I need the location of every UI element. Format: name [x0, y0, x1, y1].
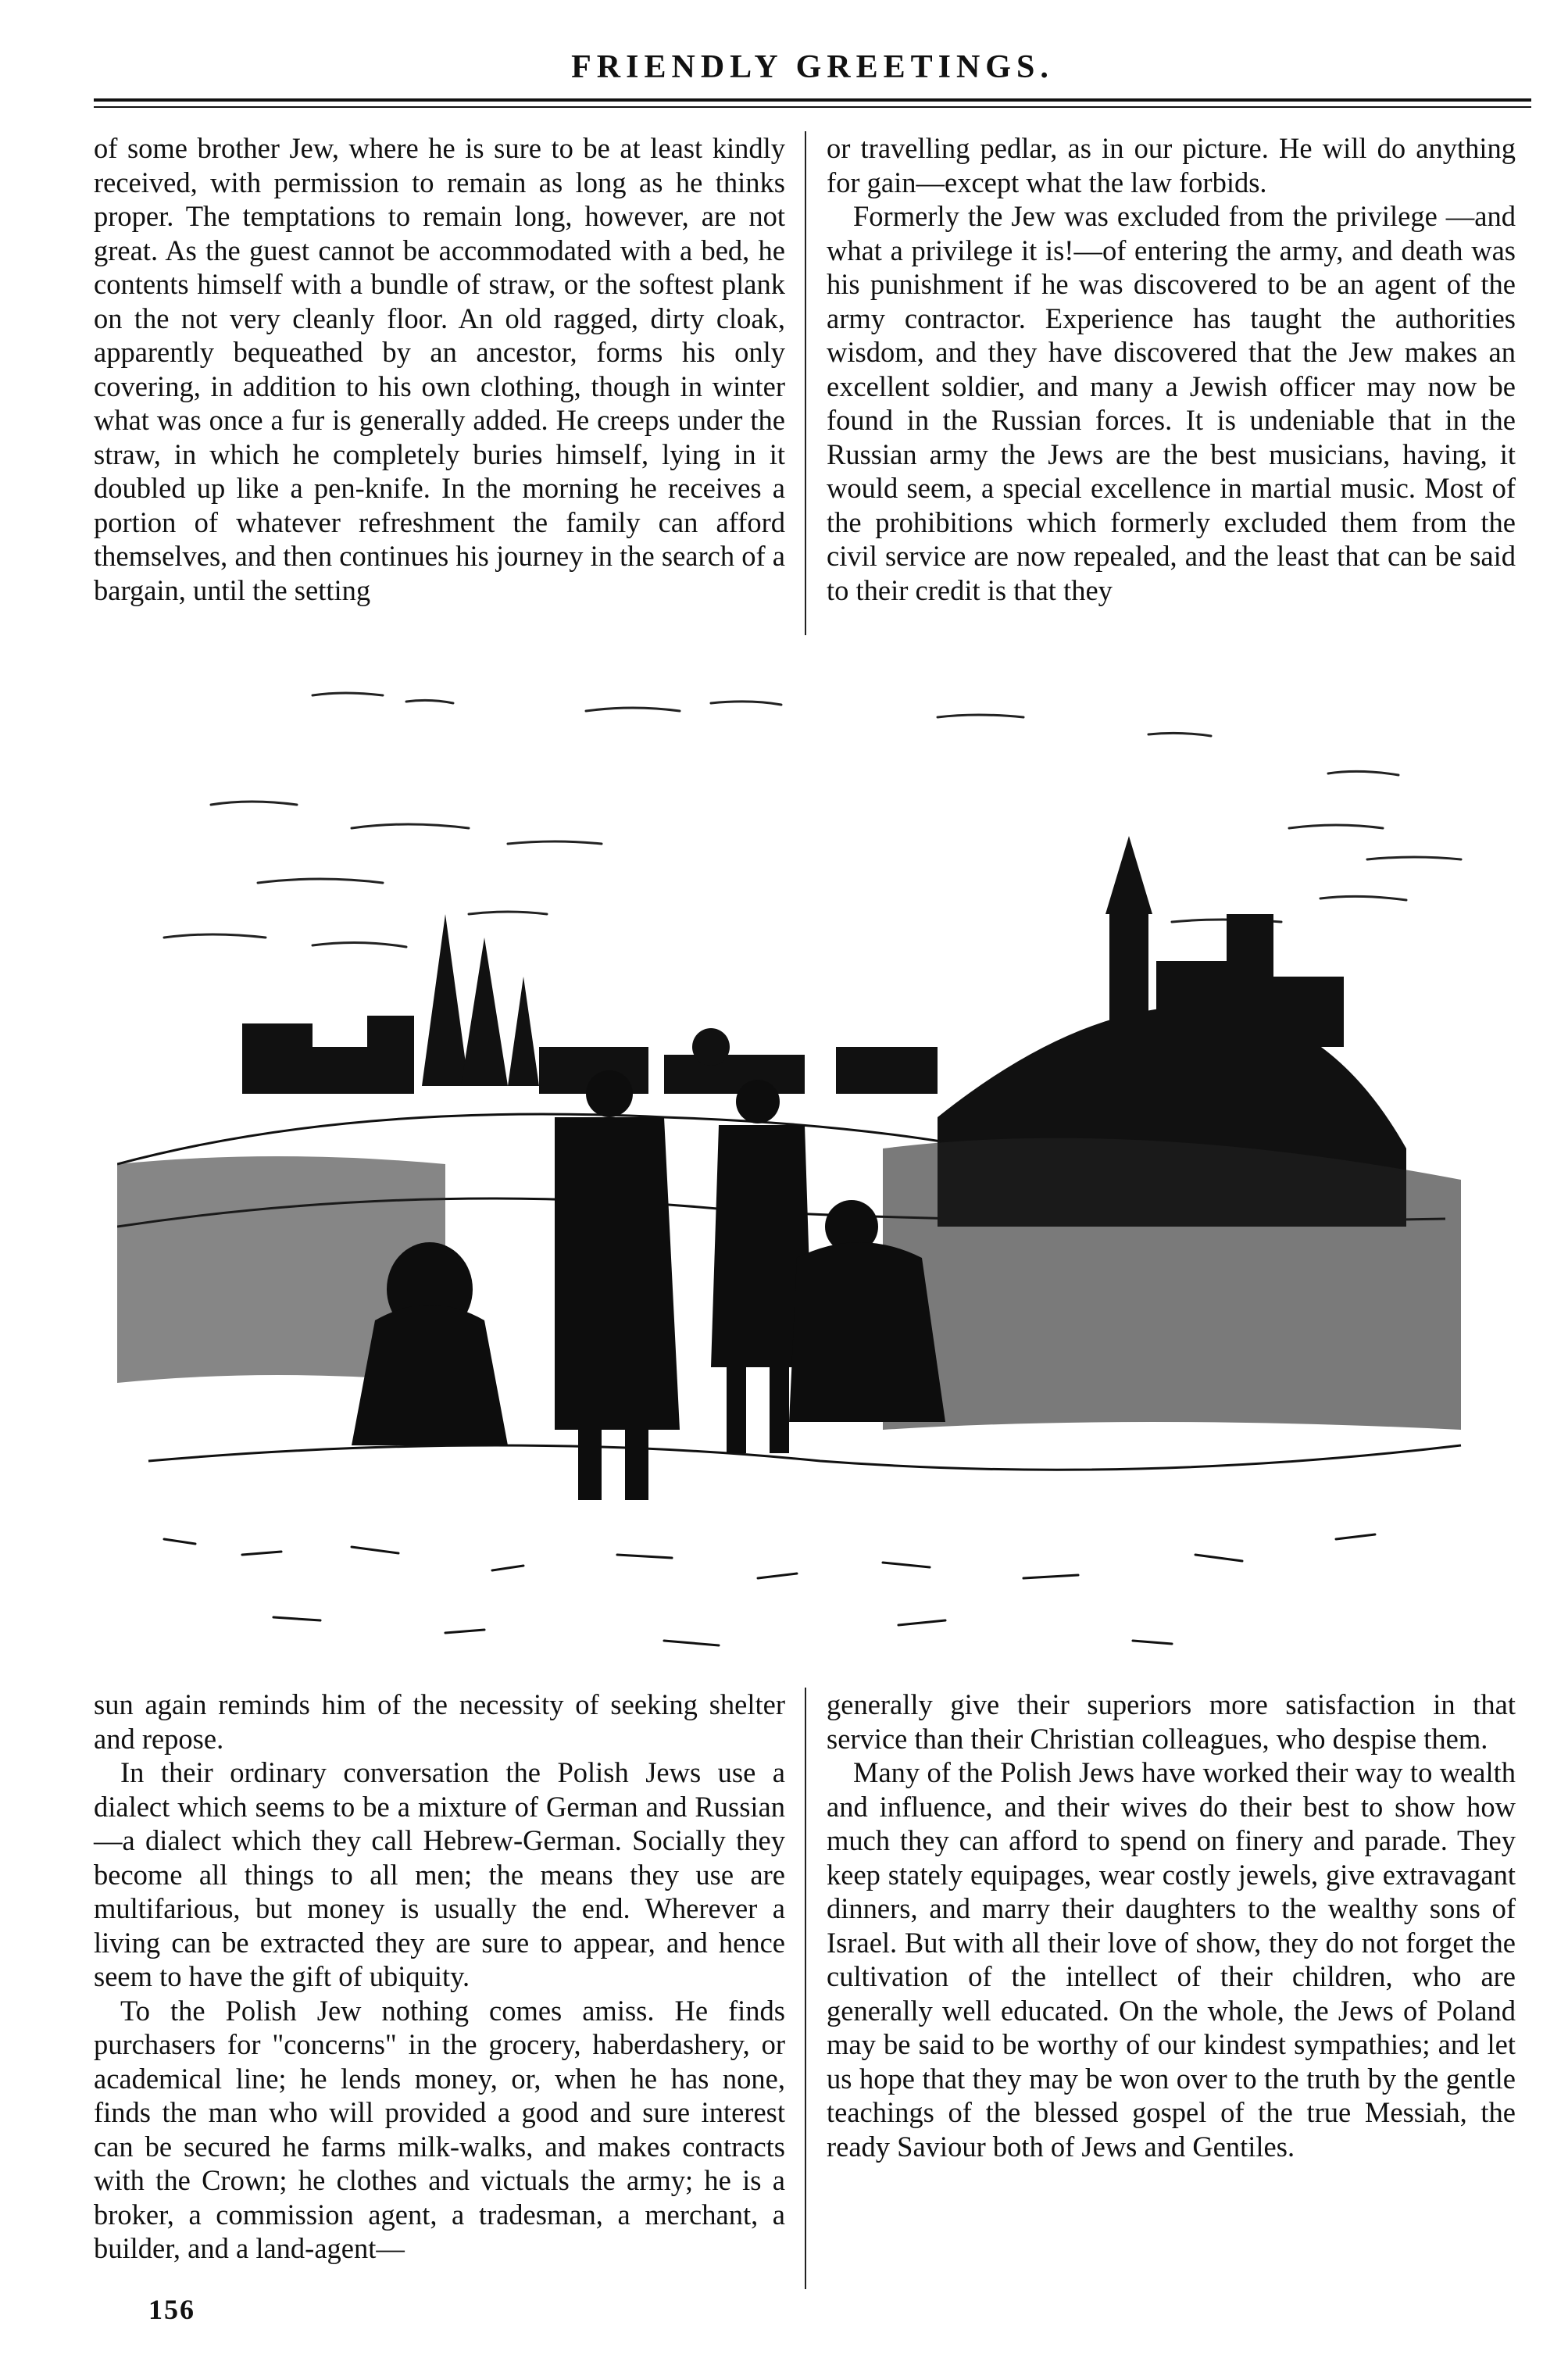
paragraph: Formerly the Jew was excluded from the privilege —and what a privilege it is!—of entering the army, and death was his punishment if he was discovered to be an agent of the army contractor. Experience has taught the authorities wisdom, and they have discovered that the Jew makes an excellent soldier, and many a Jewish officer may now be found in the Russian forces. It is undeniable that in the Russian army the Jews are the best musicians, having, it would seem, a special excellence in martial music. Most of the prohibitions which formerly excluded them from the civil service are now repealed, and the least that can be said to their credit is that they — [827, 200, 1516, 606]
ground-strokes — [164, 1534, 1375, 1645]
column-bottom-right — [827, 1688, 1516, 2163]
paragraph: To the Polish Jew nothing comes amiss. He finds purchasers for "concerns" in the grocery, haberdashery, or academical line; he lends money, or, when he has none, finds the man who will provided a good and sure interest can be secured he farms milk-walks, and makes contracts with the Crown; he clothes and victuals the army; he is a broker, a commission agent, a tradesman, a merchant, a builder, and a land-agent— — [94, 1994, 785, 2264]
sky-strokes — [164, 693, 1461, 947]
engraving-illustration — [117, 680, 1523, 1672]
paragraph: or travelling pedlar, as in our picture. He will do anything for gain—except what the law forbids. — [827, 132, 1516, 198]
column-top-right — [827, 131, 1516, 607]
paragraph: of some brother Jew, where he is sure to be at least kindly received, with permission to remain as long as he thinks proper. The temptations to remain long, however, are not great. As the guest cannot be accommodated with a bed, he contents himself with a bundle of straw, or the softest plank on the not very cleanly floor. An old ragged, dirty cloak, apparently bequeathed by an ancestor, forms his only covering, in addition to his own clothing, though in winter what was once a fur is generally added. He creeps under the straw, in which he completely buries himself, lying in it doubled up like a pen-knife. In the morning he receives a portion of whatever refreshment the family can afford themselves, and then continues his journey in the search of a bargain, until the setting — [94, 132, 785, 606]
column-bottom-left — [94, 1688, 785, 2266]
column-top-left — [94, 131, 785, 607]
header-rule-thin — [94, 106, 1531, 108]
column-divider-bottom — [805, 1688, 806, 2289]
town-skyline — [242, 914, 938, 1094]
running-header: FRIENDLY GREETINGS. — [571, 49, 1054, 85]
figure-group — [352, 1070, 945, 1500]
paragraph: generally give their superiors more satisfaction in that service than their Christian colleagues, who despise them. — [827, 1688, 1516, 1755]
paragraph: In their ordinary conversation the Polish Jews use a dialect which seems to be a mixture of German and Russian—a dialect which they call Hebrew-German. Socially they become all things to all men; the means they use are multifarious, but money is usually the end. Wherever a living can be extracted they are sure to appear, and hence seem to have the gift of ubiquity. — [94, 1756, 785, 1992]
paragraph: Many of the Polish Jews have worked their way to wealth and influence, and their wives do their best to show how much they can afford to spend on finery and parade. They keep stately equipages, wear costly jewels, give extravagant dinners, and marry their daughters to the wealthy sons of Israel. But with all their love of show, they do not forget the cultivation of the intellect of their children, who are generally well educated. On the whole, the Jews of Poland may be said to be worthy of our kindest sympathies; and let us hope that they may be won over to the truth by the gentle teachings of the blessed gospel of the true Messiah, the ready Saviour both of Jews and Gentiles. — [827, 1756, 1516, 2163]
header-rule-thick — [94, 98, 1531, 102]
page-number: 156 — [148, 2294, 195, 2325]
paragraph: sun again reminds him of the necessity of seeking shelter and repose. — [94, 1688, 785, 1755]
column-divider-top — [805, 131, 806, 635]
